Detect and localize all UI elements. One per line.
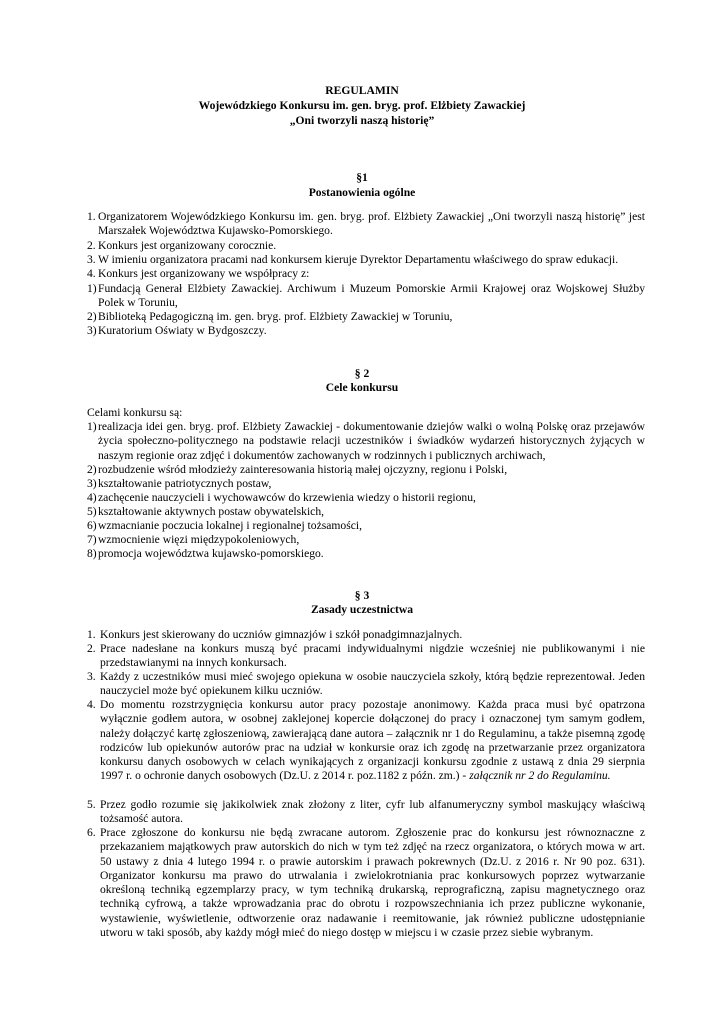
list-item: 5. Przez godło rozumie się jakikolwiek znak złożony z liter, cyfr lub alfanumeryczny symbol maskujący właściwą tożsamość autora. [87,798,645,826]
list-item: 2. Prace nadesłane na konkurs muszą być pracami indywidualnymi nigdzie wcześniej nie publikowanymi i nie przedstawianymi na innych konkursach. [87,642,645,670]
list-item: 6) wzmacnianie poczucia lokalnej i regionalnej tożsamości, [87,519,362,532]
section-3-heading: Zasady uczestnictwa [310,603,414,616]
list-item: 6. Prace zgłoszone do konkursu nie będą zwracane autorom. Zgłoszenie prac do konkursu jest równoznaczne z przekazaniem majątkowych praw autorskich do nich w tym też zdjęć na rzecz organizatora, o których mowa w art. 50 ustawy z dnia 4 lutego 1994 r. o prawie autorskim i prawach pokrewnych (Dz.U. z 2016 r. Nr 90 poz. 631). Organizator konkursu ma prawo do utrwalania i zwielokrotniania prac konkursowych poprzez wytwarzanie określoną techniką egzemplarzy pracy, w tym techniką drukarską, reprograficzną, zapisu magnetycznego oraz techniką cyfrową, a także wprowadzania prac do obrotu i rozpowszechniania ich przez publiczne wykonanie, wystawienie, wyświetlenie, odtworzenie oraz nadawanie i reemitowanie, jak również publiczne udostępnianie utworu w taki sposób, aby każdy mógł mieć do niego dostęp w miejscu i w czasie przez siebie wybranym. [87,826,645,940]
section-2-sign: § 2 [354,367,370,380]
list-item: 3. W imieniu organizatora pracami nad konkursem kieruje Dyrektor Departamentu właściwego do spraw edukacji. [87,253,619,266]
list-item: 4. Do momentu rozstrzygnięcia konkursu autor pracy pozostaje anonimowy. Każda praca musi być opatrzona wyłącznie godłem autora, w osobnej zaklejonej kopercie dołączonej do pracy i oznaczonej tym samym godłem, należy dołączyć kartę zgłoszeniową, zawierającą dane autora – załącznik nr 1 do Regulaminu, a także pisemną zgodę rodziców lub opiekunów autorów prac na udział w konkursie oraz ich zgodę na przetwarzanie przez organizatora konkursu danych osobowych w celach wynikających z organizacji konkursu zgodnie z ustawą z dnia 29 sierpnia 1997 r. o ochronie danych osobowych (Dz.U. z 2014 r. poz.1182 z późn. zm.) - załącznik nr 2 do Regulaminu. [87,698,645,783]
list-item: 7) wzmocnienie więzi międzypokoleniowych, [87,533,300,546]
section-1-heading: Postanowienia ogólne [308,186,416,199]
list-item: 1. Organizatorem Wojewódzkiego Konkursu im. gen. bryg. prof. Elżbiety Zawackiej „Oni tworzyli naszą historię” jest Marszałek Województwa Kujawsko-Pomorskiego. [87,210,645,238]
attachment-reference: załącznik nr 2 do Regulaminu. [469,769,611,783]
list-item: 5) kształtowanie aktywnych postaw obywatelskich, [87,505,325,518]
sub-list-item: 1) Fundacją Generał Elżbiety Zawackiej. Archiwum i Muzeum Pomorskie Armii Krajowej oraz Wojskowej Służby Polek w Toruniu, [87,282,645,310]
list-item: 4) zachęcenie nauczycieli i wychowawców do krzewienia wiedzy o historii regionu, [87,491,476,504]
section-2-heading: Cele konkursu [325,381,399,394]
list-item: 1) realizacja idei gen. bryg. prof. Elżbiety Zawackiej - dokumentowanie dziejów walki o wolną Polskę oraz przejawów życia społeczno-politycznego na podstawie relacji uczestników i świadków wydarzeń historycznych żyjących w naszym regionie oraz zdjęć i dokumentów zachowanych w rodzinnych i publicznych archiwach, [87,420,645,462]
document-title: REGULAMIN [325,84,399,97]
list-item: 3. Każdy z uczestników musi mieć swojego opiekuna w osobie nauczyciela szkoły, którą będzie reprezentował. Jeden nauczyciel może być opiekunem kilku uczniów. [87,670,645,698]
sub-list-item: 2) Biblioteką Pedagogiczną im. gen. bryg. prof. Elżbiety Zawackiej w Toruniu, [87,310,453,323]
list-item: 3) kształtowanie patriotycznych postaw, [87,477,272,490]
list-item: 4. Konkurs jest organizowany we współpracy z: [87,267,310,280]
section-3-sign: § 3 [354,589,370,602]
sub-list-item: 3) Kuratorium Oświaty w Bydgoszczy. [87,324,267,337]
list-item: 2. Konkurs jest organizowany corocznie. [87,239,277,252]
list-item: 1. Konkurs jest skierowany do uczniów gimnazjów i szkół ponadgimnazjalnych. [87,628,463,641]
section-1-sign: §1 [356,171,368,184]
section-2-intro: Celami konkursu są: [87,406,183,419]
document-motto: „Oni tworzyli naszą historię” [289,114,435,127]
list-item: 8) promocja województwa kujawsko-pomorskiego. [87,547,324,560]
document-subtitle: Wojewódzkiego Konkursu im. gen. bryg. prof. Elżbiety Zawackiej [198,99,526,112]
list-item: 2) rozbudzenie wśród młodzieży zainteresowania historią małej ojczyzny, regionu i Polski, [87,463,508,476]
